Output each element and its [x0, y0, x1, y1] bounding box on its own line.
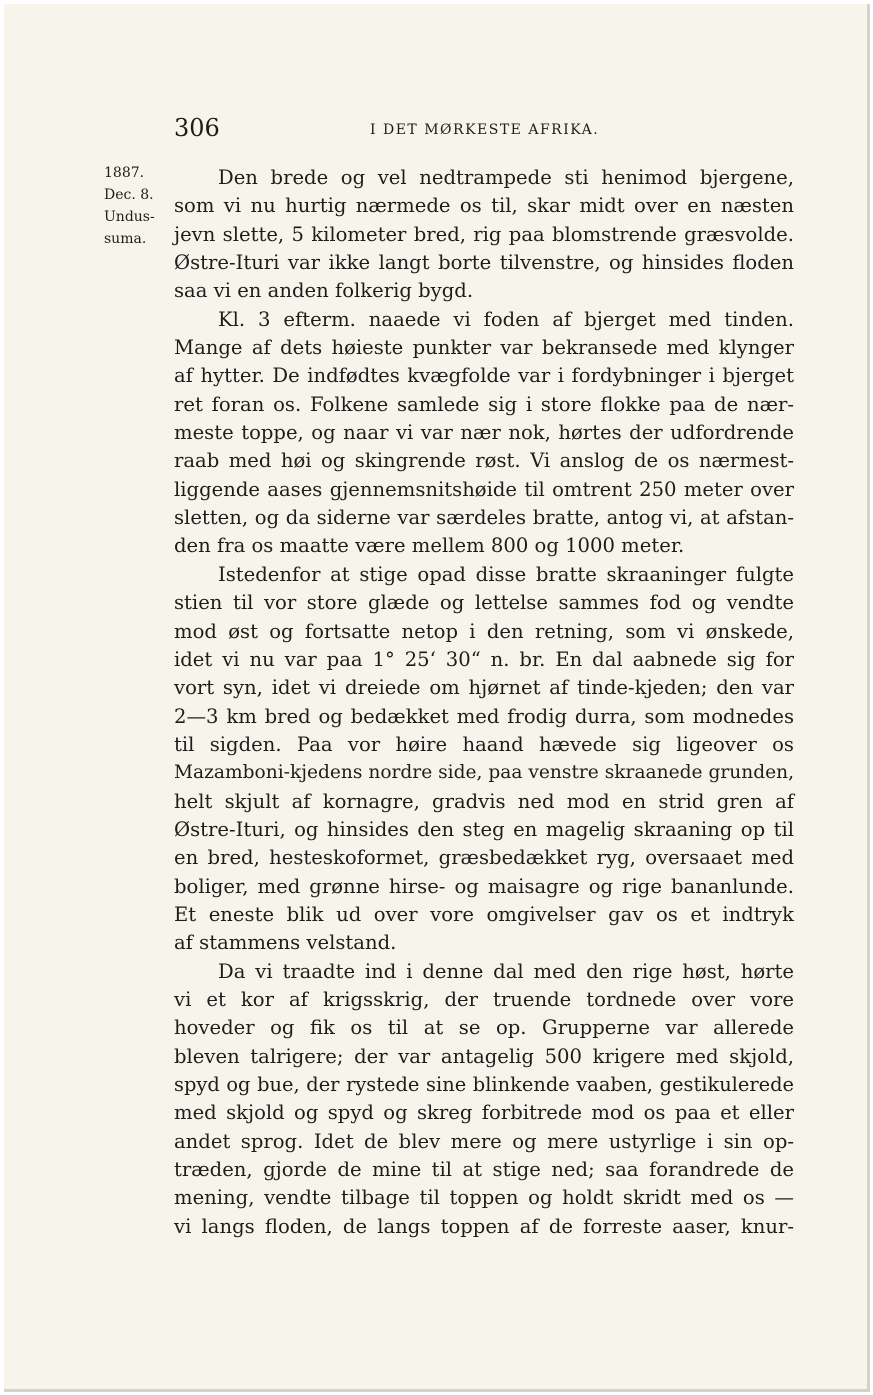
text-line: Et eneste blik ud over vore omgivelser gav os et indtryk	[174, 902, 794, 926]
margin-notes	[104, 162, 170, 250]
text-line: idet vi nu var paa 1° 25‘ 30“ n. br. En dal aabnede sig for	[174, 647, 794, 671]
text-line: Istedenfor at stige opad disse bratte skraaninger fulgte	[218, 562, 794, 586]
text-line: Mazamboni-kjedens nordre side, paa venstre skraanede grunden,	[174, 762, 794, 784]
text-line: af hytter. De indfødtes kvægfolde var i fordybninger i bjerget	[174, 364, 794, 388]
text-line: Mange af dets høieste punkter var bekransede med klynger	[174, 336, 794, 360]
text-line: af stammens velstand.	[174, 931, 397, 955]
margin-note-year: 1887.	[104, 165, 145, 181]
text-line: ret foran os. Folkene samlede sig i store flokke paa de nær-	[174, 392, 794, 416]
text-line: jevn slette, 5 kilometer bred, rig paa blomstrende græsvolde.	[174, 222, 794, 246]
page-number: 306	[174, 114, 220, 142]
text-line: sletten, og da siderne var særdeles bratte, antog vi, at afstan-	[174, 506, 794, 530]
text-line: Kl. 3 efterm. naaede vi foden af bjerget med tinden.	[218, 307, 794, 331]
text-line: den fra os maatte være mellem 800 og 1000 meter.	[174, 534, 685, 558]
text-line: stien til vor store glæde og lettelse sammes fod og vendte	[174, 591, 794, 615]
text-line: 2—3 km bred og bedækket med frodig durra, som modnedes	[174, 704, 794, 728]
text-line: meste toppe, og naar vi var nær nok, hørtes der udfordrende	[174, 421, 794, 445]
text-line: med skjold og spyd og skreg forbitrede mod os paa et eller	[174, 1101, 794, 1125]
running-title: I DET MØRKESTE AFRIKA.	[370, 122, 600, 138]
text-line: til sigden. Paa vor høire haand hævede sig ligeover os	[174, 732, 794, 756]
text-line: andet sprog. Idet de blev mere og mere ustyrlige i sin op-	[174, 1129, 794, 1153]
text-line: saa vi en anden folkerig bygd.	[174, 279, 474, 303]
text-line: mening, vendte tilbage til toppen og holdt skridt med os —	[174, 1186, 794, 1210]
text-line: mod øst og fortsatte netop i den retning, som vi ønskede,	[174, 619, 794, 643]
text-line: Østre-Ituri, og hinsides den steg en magelig skraaning op til	[174, 817, 794, 841]
text-line: som vi nu hurtig nærmede os til, skar midt over en næsten	[174, 194, 794, 218]
text-line: bleven talrigere; der var antagelig 500 krigere med skjold,	[174, 1044, 794, 1068]
page-header	[174, 112, 794, 146]
text-line: hoveder og fik os til at se op. Grupperne var allerede	[174, 1016, 794, 1040]
book-page	[4, 4, 870, 1392]
text-line: Østre-Ituri var ikke langt borte tilvenstre, og hinsides floden	[174, 251, 794, 275]
text-line: Da vi traadte ind i denne dal med den rige høst, hørte	[218, 959, 794, 983]
text-line: raab med høi og skingrende røst. Vi anslog de os nærmest-	[174, 449, 794, 473]
text-line: helt skjult af kornagre, gradvis ned mod en strid gren af	[174, 789, 794, 813]
text-line: vi langs floden, de langs toppen af de forreste aaser, knur-	[174, 1214, 794, 1238]
text-line: vort syn, idet vi dreiede om hjørnet af tinde-kjeden; den var	[174, 676, 794, 700]
text-line: Den brede og vel nedtrampede sti henimod bjergene,	[218, 166, 794, 189]
margin-note-date: Dec. 8.	[104, 187, 154, 203]
text-line: spyd og bue, der rystede sine blinkende vaaben, gestikulerede	[174, 1073, 794, 1096]
text-line: boliger, med grønne hirse- og maisagre og rige bananlunde.	[174, 874, 794, 898]
margin-note-place: Undus-	[104, 209, 155, 225]
text-line: en bred, hesteskoformet, græsbedækket ryg, oversaaet med	[174, 846, 794, 870]
text-line: træden, gjorde de mine til at stige ned; saa forandrede de	[174, 1158, 794, 1182]
margin-note-place-cont: suma.	[104, 231, 147, 247]
body-text	[174, 164, 794, 1241]
text-line: vi et kor af krigsskrig, der truende tordnede over vore	[174, 987, 794, 1011]
text-line: liggende aases gjennemsnitshøide til omtrent 250 meter over	[174, 477, 794, 501]
